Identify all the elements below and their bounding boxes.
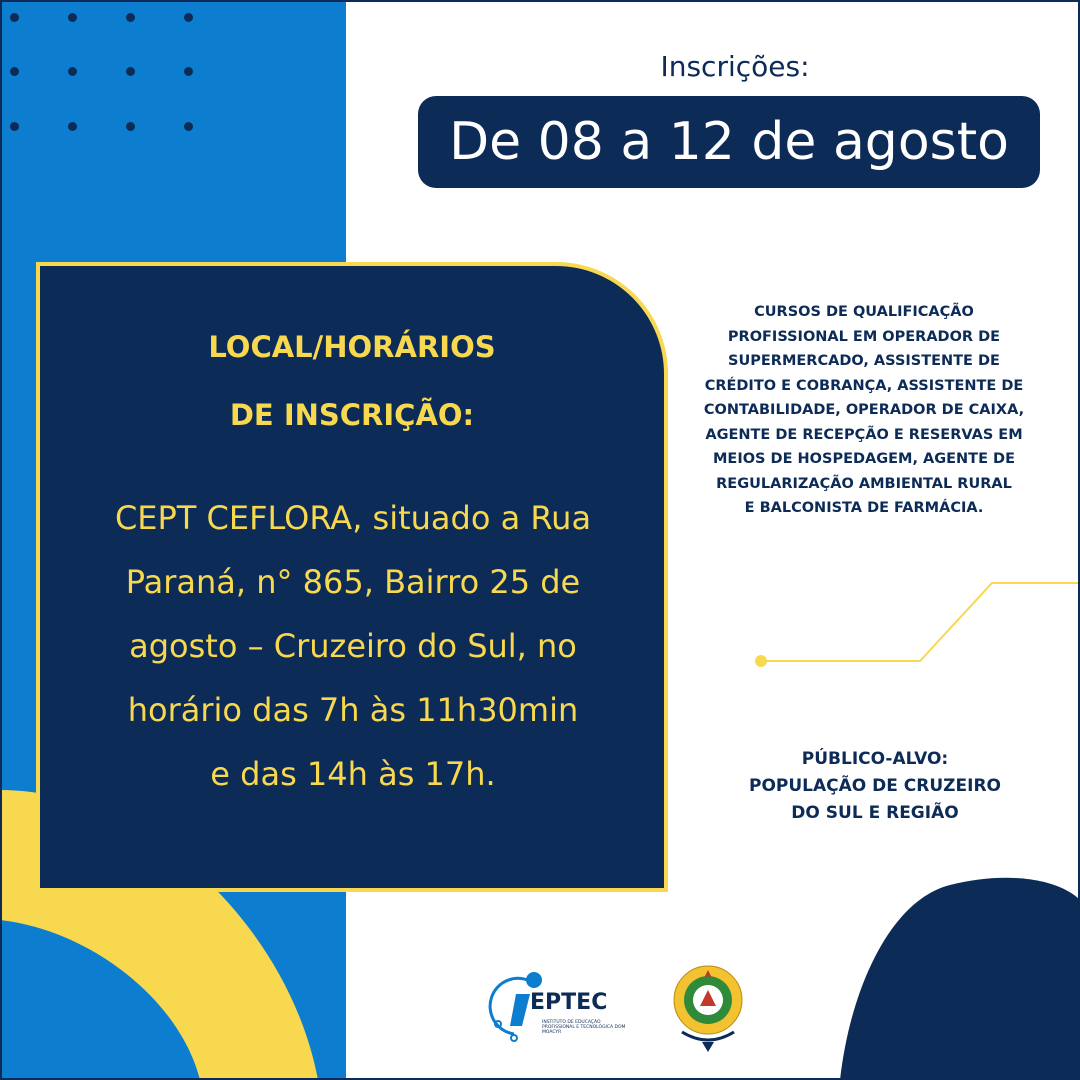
courses-line: MEIOS DE HOSPEDAGEM, AGENTE DE [713,451,1015,467]
connector-dot [755,655,767,667]
coat-of-arms-icon [670,962,746,1054]
audience-line: POPULAÇÃO DE CRUZEIRO [749,776,1001,796]
ieptec-logo-subtitle: INSTITUTO DE EDUCAÇÃO PROFISSIONAL E TECNOLÓGICA DOM MOACYR [542,1020,626,1035]
navy-blob-shape [840,878,1080,1080]
courses-line: SUPERMERCADO, ASSISTENTE DE [728,353,1000,369]
audience-line: DO SUL E REGIÃO [791,803,959,823]
courses-line: CRÉDITO E COBRANÇA, ASSISTENTE DE [704,377,1024,394]
location-line: CEPT CEFLORA, situado a Rua [114,499,592,537]
registration-dates-badge [418,96,1040,188]
courses-line: AGENTE DE RECEPÇÃO E RESERVAS EM [705,426,1023,443]
location-heading-line1: LOCAL/HORÁRIOS [208,330,496,364]
courses-line: CONTABILIDADE, OPERADOR DE CAIXA, [703,402,1025,418]
registration-label: Inscrições: [660,50,810,83]
location-heading-line2: DE INSCRIÇÃO: [229,398,475,432]
audience-line: PÚBLICO-ALVO: [801,749,949,769]
registration-dates: De 08 a 12 de agosto [449,112,1009,172]
location-line: horário das 7h às 11h30min [127,691,579,729]
target-audience [700,746,1050,827]
courses-line: PROFISSIONAL EM OPERADOR DE [727,328,1001,345]
location-details [58,486,648,806]
ieptec-logo-name: EPTEC [530,990,608,1015]
courses-line: CURSOS DE QUALIFICAÇÃO [754,304,974,320]
courses-description [664,300,1064,521]
ieptec-logo [486,966,626,1048]
location-card [36,262,668,892]
courses-line: REGULARIZAÇÃO AMBIENTAL RURAL [716,475,1012,492]
location-line: agosto – Cruzeiro do Sul, no [129,627,577,665]
courses-line: E BALCONISTA DE FARMÁCIA. [744,500,984,516]
location-line: Paraná, n° 865, Bairro 25 de [125,563,581,601]
location-line: e das 14h às 17h. [210,755,496,793]
connector-line [761,583,1080,661]
